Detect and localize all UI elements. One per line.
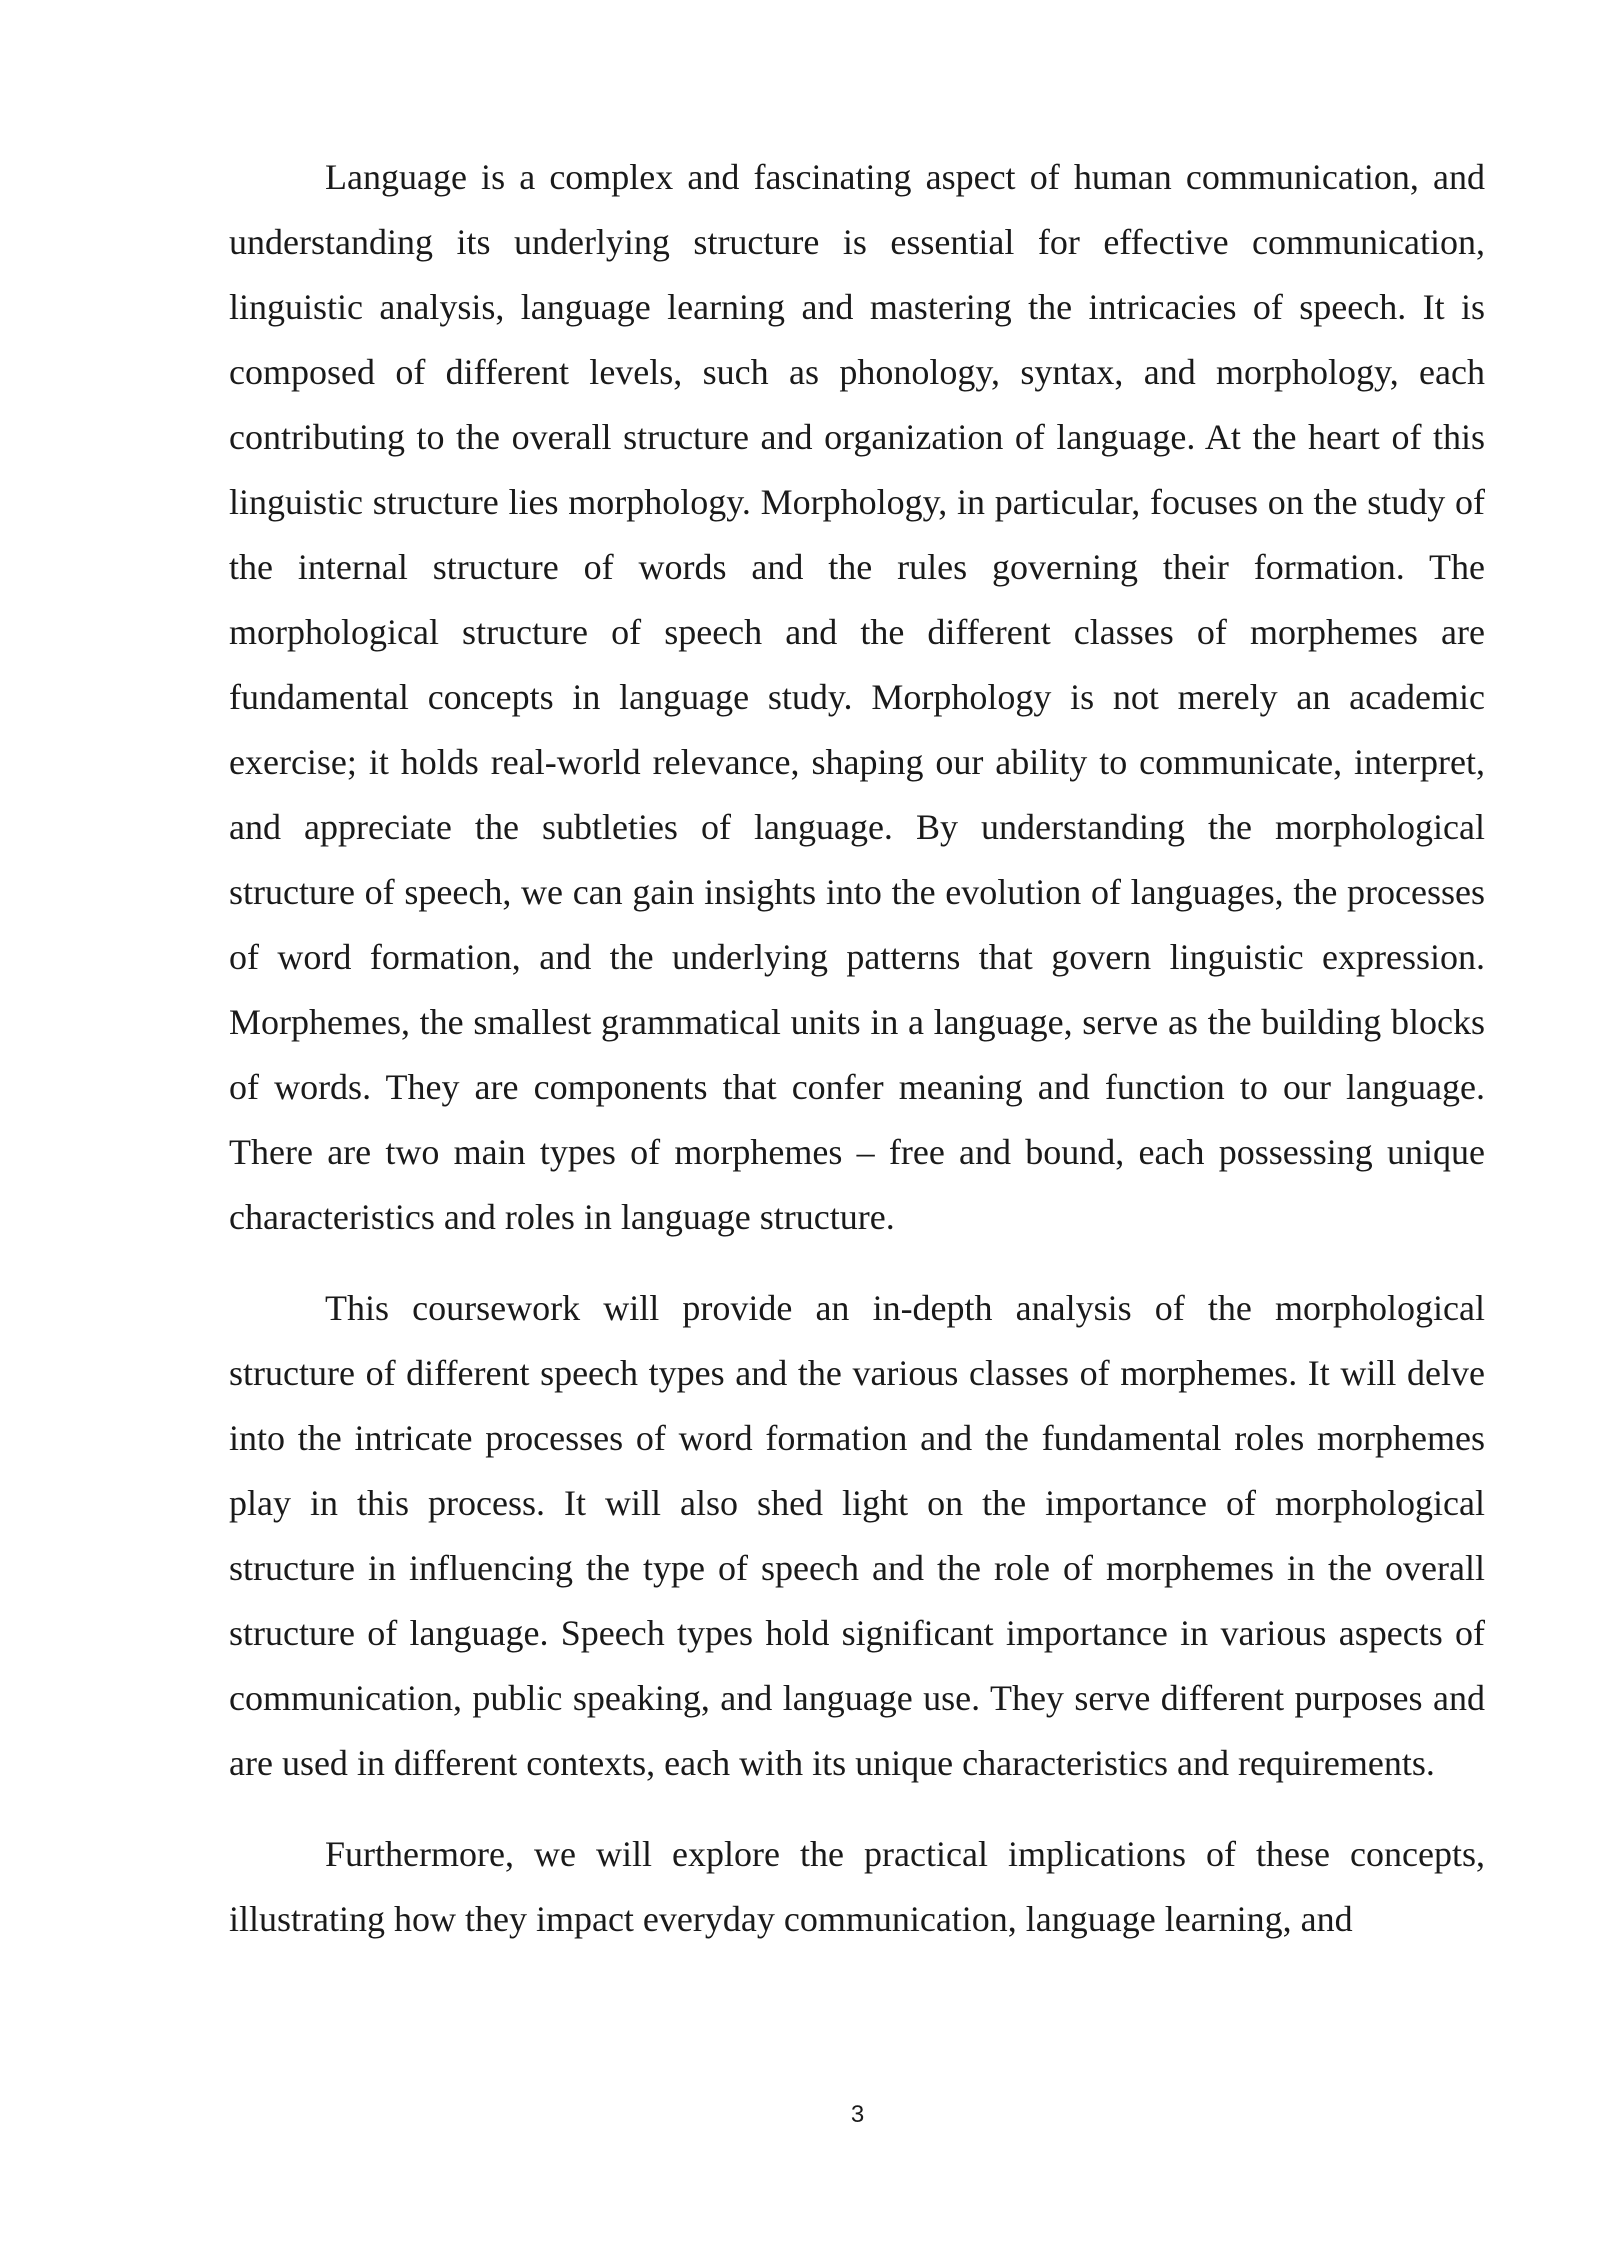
paragraph-2: This coursework will provide an in-depth analysis of the morphological structure of different speech types and the various classes of morphemes. It will delve into the intricate processes of word formation and the fundamental roles morphemes play in this process. It will also shed light on the importance of morphological structure in influencing the type of speech and the role of morphemes in the overall structure of language. Speech types hold significant importance in various aspects of communication, public speaking, and language use. They serve different purposes and are used in different contexts, each with its unique characteristics and requirements. [229,1288,1485,1783]
paragraph-1: Language is a complex and fascinating aspect of human communication, and understanding its underlying structure is essential for effective communication, linguistic analysis, language learning and mastering the intricacies of speech. It is composed of different levels, such as phonology, syntax, and morphology, each contributing to the overall structure and organization of language. At the heart of this linguistic structure lies morphology. Morphology, in particular, focuses on the study of the internal structure of words and the rules governing their formation. The morphological structure of speech and the different classes of morphemes are fundamental concepts in language study. Morphology is not merely an academic exercise; it holds real-world relevance, shaping our ability to communicate, interpret, and appreciate the subtleties of language. By understanding the morphological structure of speech, we can gain insights into the evolution of languages, the processes of word formation, and the underlying patterns that govern linguistic expression. Morphemes, the smallest grammatical units in a language, serve as the building blocks of words. They are components that confer meaning and function to our language. There are two main types of morphemes – free and bound, each possessing unique characteristics and roles in language structure. [229,157,1485,1237]
body-text [229,145,1485,1978]
paragraph-3: Furthermore, we will explore the practical implications of these concepts, illustrating how they impact everyday communication, language learning, and [229,1834,1485,1939]
page-number: 3 [850,2101,865,2128]
